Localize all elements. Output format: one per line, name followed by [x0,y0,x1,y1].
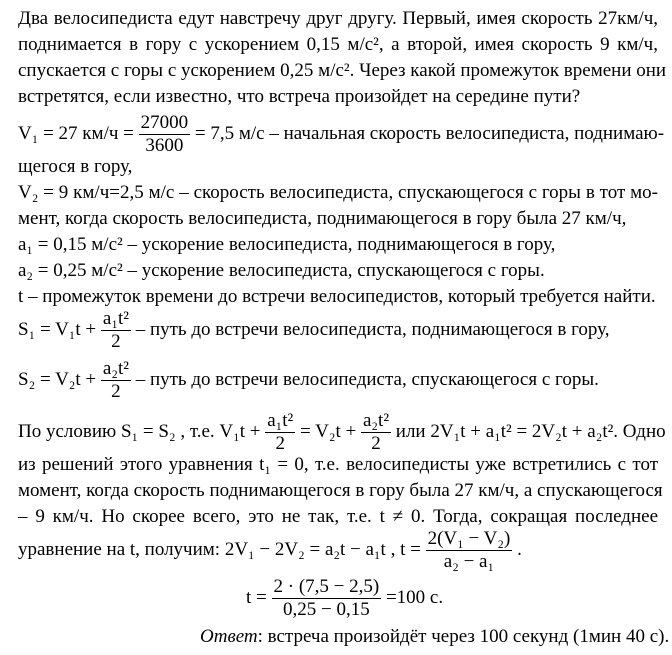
problem-line-4: встретятся, если известно, что встреча произойдет на середине пути? [18,86,581,107]
calculation-fraction [272,576,382,621]
condition-numerator-2: a₂t² [362,410,390,431]
s2-description: – путь до встречи велосипедиста, спускающегося с горы. [135,368,599,390]
v2-line-1: V₂ = 9 км/ч=2,5 м/с – скорость велосипедиста, спускающегося с горы в тот мо- [18,182,658,203]
calculation-lhs: t = [246,586,267,608]
v2-line-2: мент, когда скорость велосипедиста, поднимающегося в гору была 27 км/ч, [18,208,627,229]
s2-equation [18,358,599,403]
condition-pre: По условию S₁ = S₂ , т.е. V₁t + [18,420,261,442]
calculation-rhs: =100 с. [385,586,444,608]
problem-line-1: Два велосипедиста едут навстречу друг другу. Первый, имея скорость 27км/ч, [18,8,658,29]
calculation-denominator: 0,25 − 0,15 [282,599,370,620]
reduced-fraction [426,528,513,573]
answer-line [200,626,669,648]
condition-mid: = V₂t + [300,420,357,442]
v1-fraction [139,112,191,157]
v1-denominator: 3600 [145,135,184,156]
a1-line: a₁ = 0,15 м/с² – ускорение велосипедиста, поднимающегося в гору, [18,234,556,255]
condition-numerator-1: a₁t² [267,410,294,431]
v1-lhs: V₁ = 27 км/ч = [18,122,134,144]
condition-post: или 2V₁t + a₁t² = 2V₂t + a₂t². Одно [395,420,666,442]
answer-label: Ответ [200,626,258,647]
v1-numerator: 27000 [140,112,189,133]
t-definition: t – промежуток времени до встречи велосипедистов, который требуется найти. [18,286,656,307]
v1-continuation: щегося в гору, [18,156,133,177]
calculation-numerator: 2 · (7,5 − 2,5) [273,576,380,597]
solution-line-3: – 9 км/ч. Но скорее всего, это не так, т.е. t ≠ 0. Тогда, сокращая последнее [18,506,658,527]
s2-fraction [101,358,131,403]
a2-line: a₂ = 0,25 м/с² – ускорение велосипедиста, спускающегося с горы. [18,260,545,281]
reduced-numerator: 2(V₁ − V₂) [427,528,511,549]
condition-denominator-2: 2 [371,433,381,454]
problem-line-2: поднимается в гору с ускорением 0,15 м/с², а второй, имея скорость 9 км/ч, [18,34,658,55]
condition-fraction-1 [265,410,295,455]
reduced-denominator: a₂ − a₁ [443,551,495,572]
solution-line-1: из решений этого уравнения t₁ = 0, т.е. велосипедисты уже встретились с тот [18,454,658,475]
v1-equation [18,112,664,157]
s2-denominator: 2 [111,381,121,402]
s1-denominator: 2 [111,331,121,352]
condition-fraction-2 [361,410,391,455]
reduced-pre: уравнение на t, получим: 2V₁ − 2V₂ = a₂t − a₁t , t = [18,538,421,560]
s1-equation [18,308,610,353]
solution-line-2: момент, когда скорость поднимающегося в гору была 27 км/ч, а спускающегося [18,480,663,501]
s2-lhs: S₂ = V₂t + [18,368,97,390]
condition-equation [18,410,666,455]
problem-line-3: спускается с горы с ускорением 0,25 м/с². Через какой промежуток времени они [18,60,667,81]
s1-fraction [101,308,131,353]
s2-numerator: a₂t² [102,358,129,379]
reduced-post: . [517,538,522,560]
reduced-equation [18,528,522,573]
v1-rhs: = 7,5 м/с – начальная скорость велосипедиста, поднимаю- [194,122,665,144]
condition-denominator-1: 2 [275,433,285,454]
answer-text: : встреча произойдёт через 100 секунд (1мин 40 с). [257,626,670,647]
calculation-equation [246,576,443,621]
s1-numerator: a₁t² [102,308,129,329]
s1-lhs: S₁ = V₁t + [18,318,97,340]
s1-description: – путь до встречи велосипедиста, поднимающегося в гору, [135,318,610,340]
